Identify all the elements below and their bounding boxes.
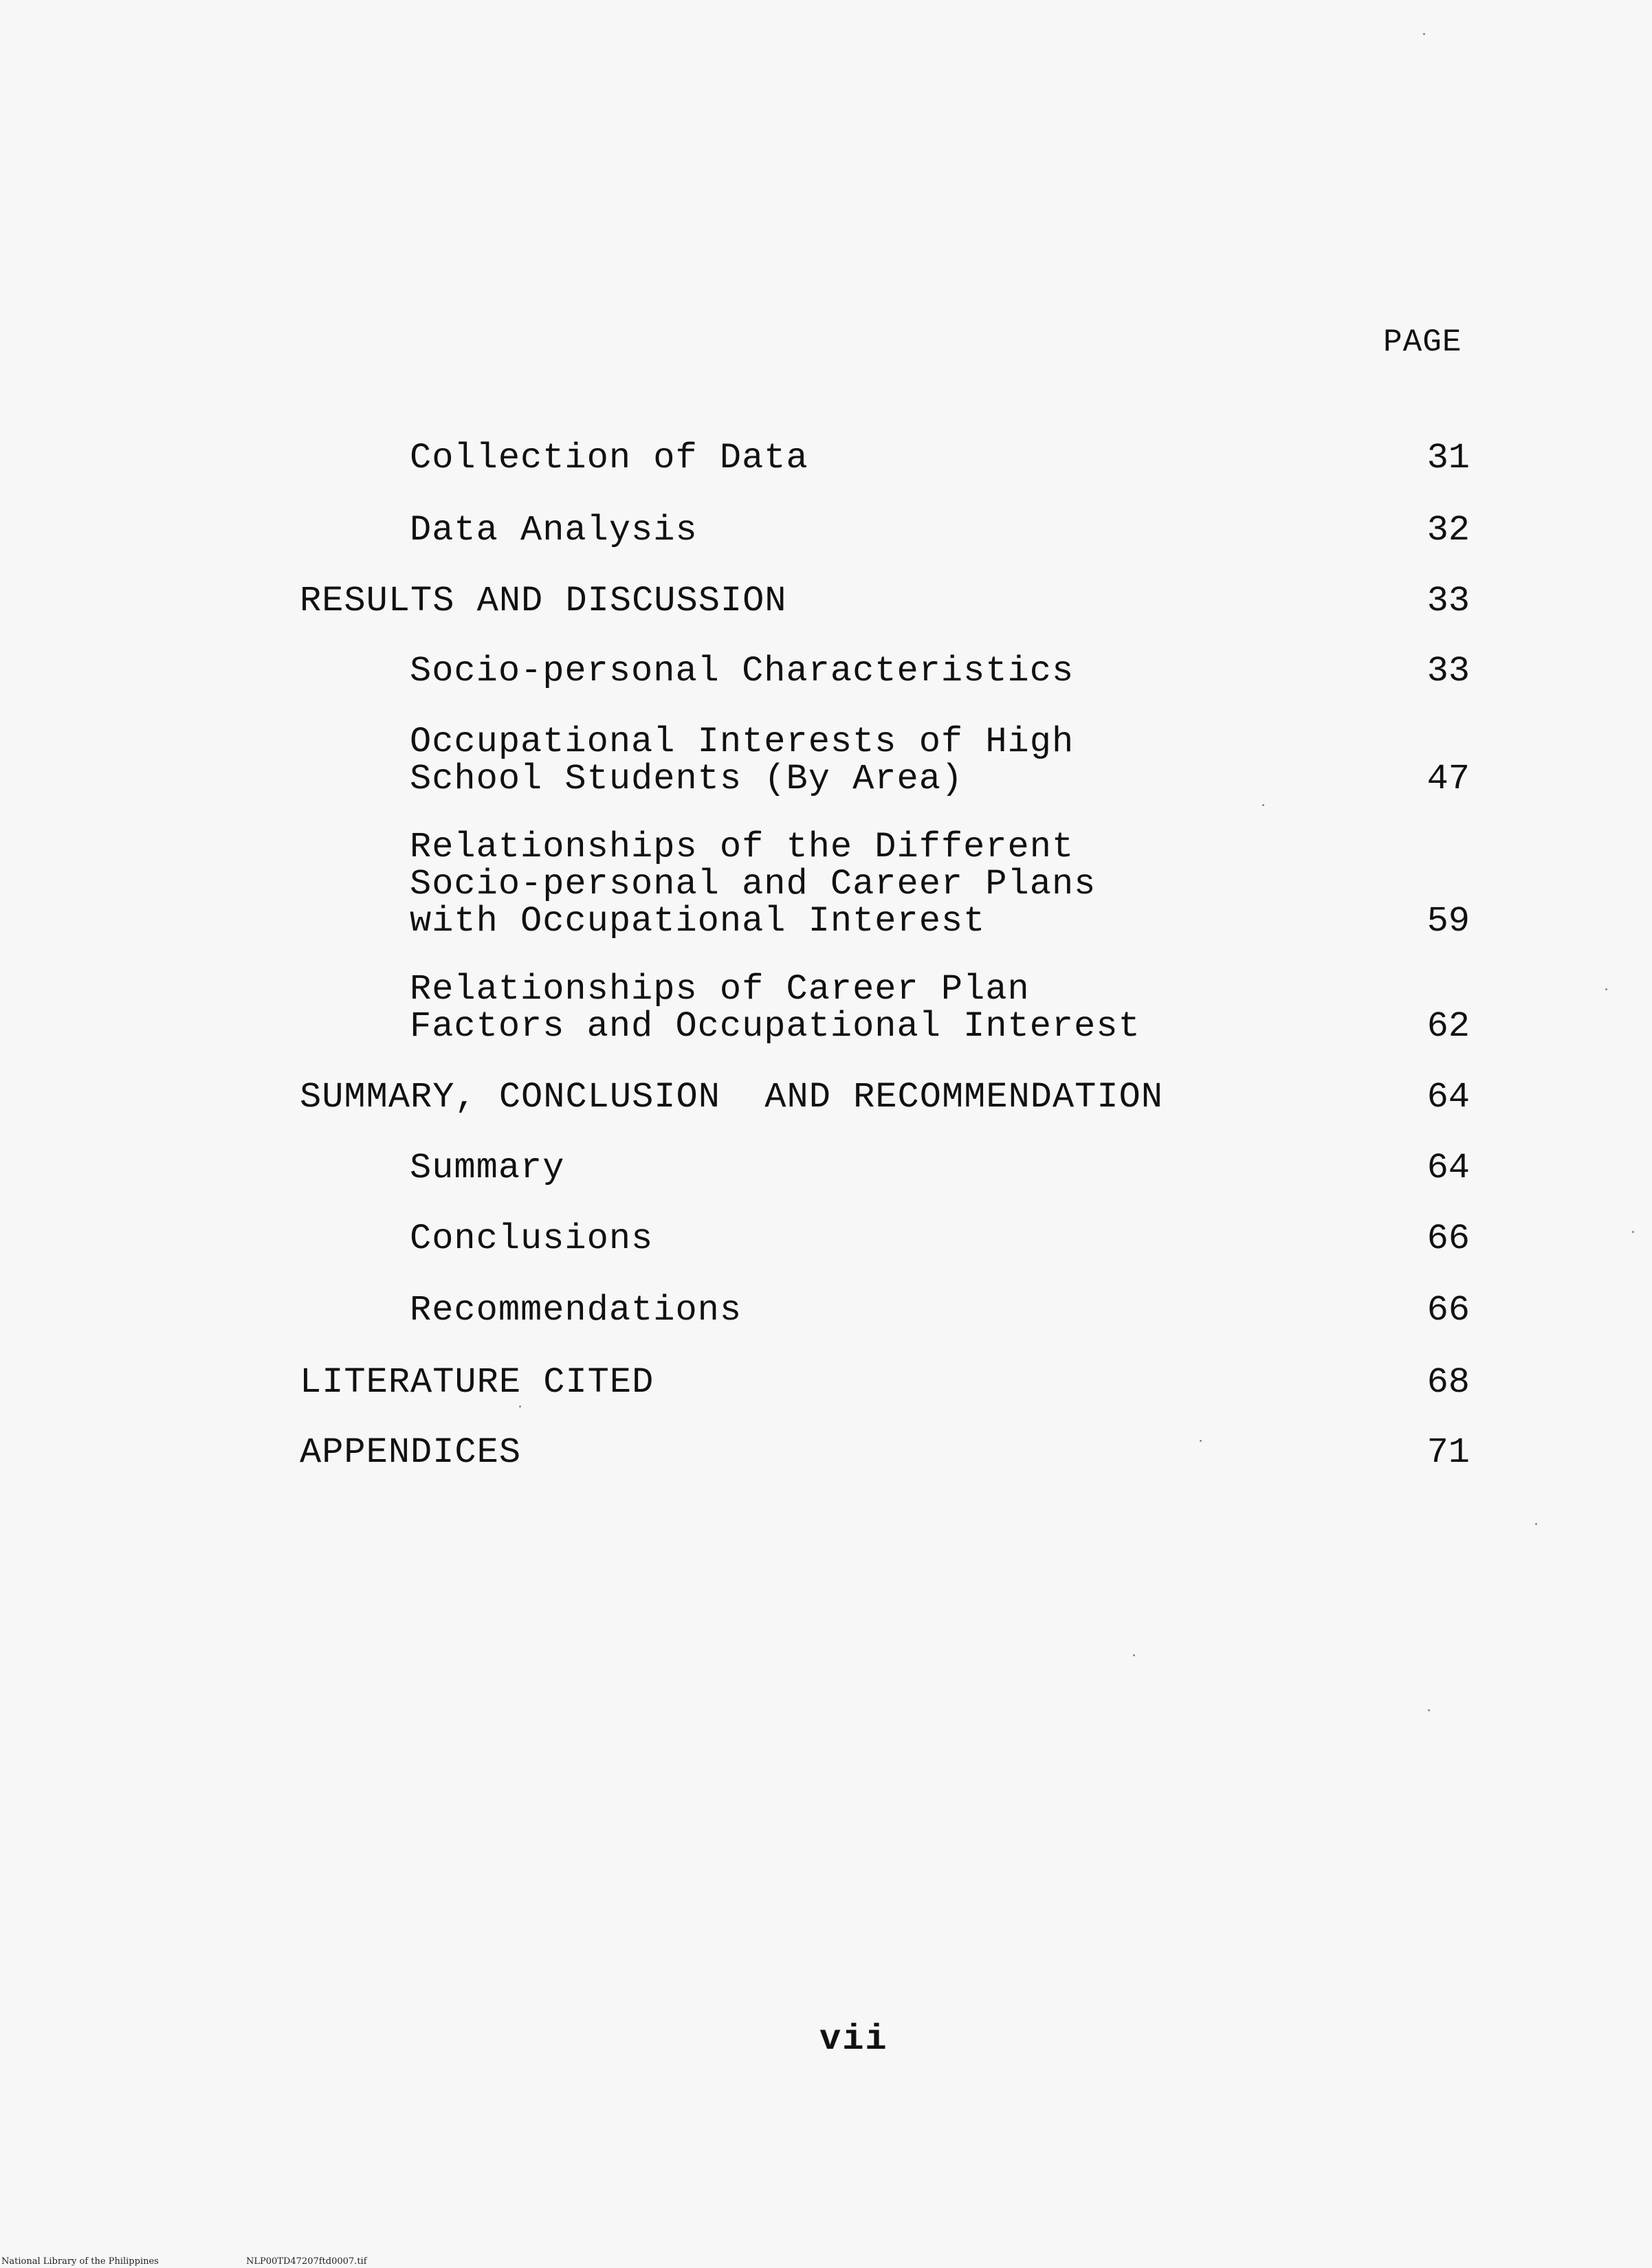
toc-entry-page: 32 bbox=[1427, 510, 1470, 551]
toc-entry-page: 62 bbox=[1427, 1006, 1470, 1047]
scan-speck bbox=[1632, 1231, 1634, 1233]
toc-entry-page: 59 bbox=[1427, 901, 1470, 942]
toc-entry-page: 64 bbox=[1427, 1077, 1470, 1118]
scan-speck bbox=[1605, 988, 1607, 990]
toc-entry-page: 66 bbox=[1427, 1290, 1470, 1331]
footer-file: NLP00TD47207ftd0007.tif bbox=[246, 2256, 367, 2267]
footer-library: National Library of the Philippines bbox=[1, 2256, 159, 2267]
toc-entry-page: 64 bbox=[1427, 1148, 1470, 1188]
scan-speck bbox=[1200, 1440, 1202, 1442]
toc-entry-page: 47 bbox=[1427, 759, 1470, 799]
toc-entry-title: Recommendations bbox=[410, 1290, 742, 1331]
toc-entry-page: 33 bbox=[1427, 581, 1470, 621]
toc-entry-title: Relationships of the Different Socio-personal and Career Plans with Occupational Interest bbox=[410, 827, 1097, 942]
toc-entry-page: 31 bbox=[1427, 438, 1470, 478]
toc-entry-title: Collection of Data bbox=[410, 438, 808, 478]
toc-entry-page: 71 bbox=[1427, 1432, 1470, 1473]
toc-entry-page: 66 bbox=[1427, 1219, 1470, 1259]
toc-entry-title: Relationships of Career Plan Factors and Occupational Interest bbox=[410, 969, 1141, 1047]
toc-entry-title: RESULTS AND DISCUSSION bbox=[300, 581, 787, 621]
scan-speck bbox=[1423, 33, 1425, 35]
page-heading: PAGE bbox=[1383, 324, 1462, 360]
toc-entry-title: Conclusions bbox=[410, 1219, 654, 1259]
page-number: vii bbox=[819, 2019, 888, 2060]
toc-entry-page: 33 bbox=[1427, 651, 1470, 691]
scan-speck bbox=[1133, 1654, 1135, 1656]
toc-entry-title: APPENDICES bbox=[300, 1432, 522, 1473]
toc-entry-title: Socio-personal Characteristics bbox=[410, 651, 1075, 691]
toc-entry-title: Occupational Interests of High School Students (By Area) bbox=[410, 722, 1075, 799]
scan-speck bbox=[1262, 804, 1264, 806]
scan-speck bbox=[1428, 1709, 1430, 1711]
toc-entry-title: SUMMARY, CONCLUSION AND RECOMMENDATION bbox=[300, 1077, 1163, 1118]
scan-speck bbox=[1535, 1523, 1537, 1525]
scan-speck bbox=[519, 1405, 521, 1408]
toc-entry-title: LITERATURE CITED bbox=[300, 1362, 654, 1403]
toc-entry-title: Summary bbox=[410, 1148, 565, 1188]
toc-entry-page: 68 bbox=[1427, 1362, 1470, 1403]
toc-entry-title: Data Analysis bbox=[410, 510, 698, 551]
